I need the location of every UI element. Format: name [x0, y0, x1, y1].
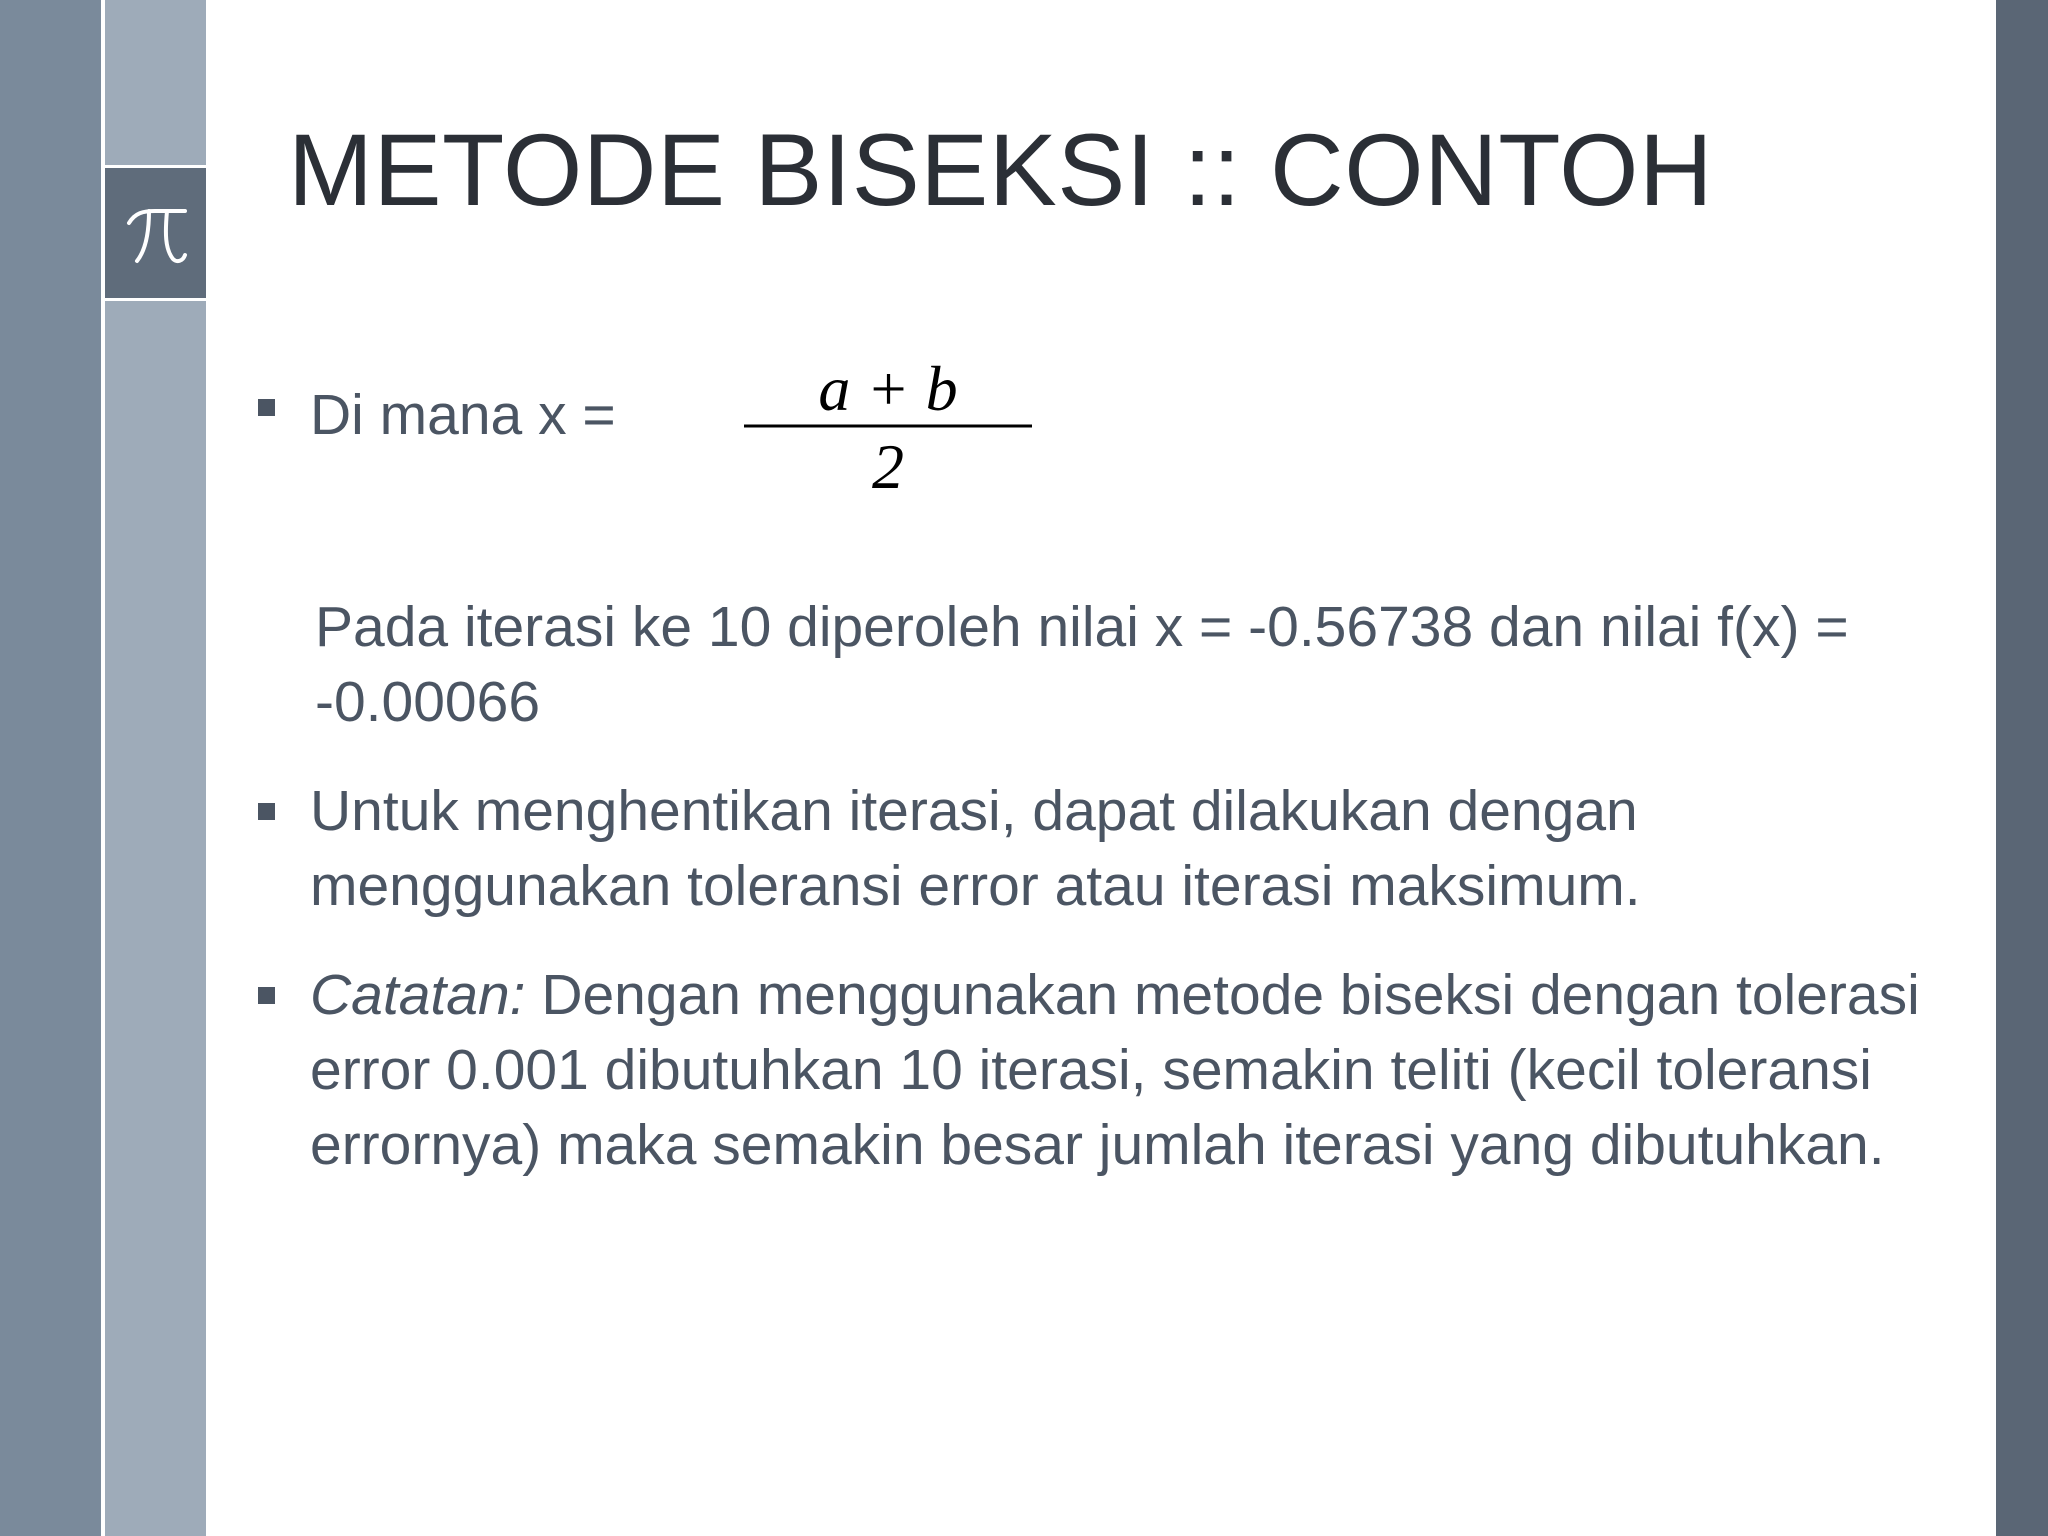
formula-numerator: a + b — [818, 360, 958, 424]
note-bullet — [258, 958, 1958, 1183]
slide-title: METODE BISEKSI :: CONTOH — [288, 113, 1714, 227]
formula-bullet — [258, 360, 1958, 520]
left-decor-band-outer — [0, 0, 101, 1536]
square-bullet-icon — [258, 399, 275, 416]
note-label: Catatan: — [310, 963, 526, 1027]
pi-symbol-icon — [121, 193, 191, 273]
stop-criteria-text: Untuk menghentikan iterasi, dapat dilakukan dengan menggunakan toleransi error atau iterasi maksimum. — [310, 779, 1641, 918]
pi-logo-box — [105, 165, 206, 301]
formula-denominator: 2 — [872, 431, 904, 500]
square-bullet-icon — [258, 803, 275, 820]
fraction-formula — [742, 360, 1034, 500]
right-decor-band — [1996, 0, 2048, 1536]
note-text: Dengan menggunakan metode biseksi dengan tolerasi error 0.001 dibutuhkan 10 iterasi, semakin teliti (kecil toleransi errornya) maka semakin besar jumlah iterasi yang dibutuhkan. — [310, 963, 1920, 1177]
stop-criteria-bullet — [258, 774, 1958, 924]
formula-label: Di mana x = — [310, 383, 616, 447]
square-bullet-icon — [258, 987, 275, 1004]
iteration-result-text: Pada iterasi ke 10 diperoleh nilai x = -0.56738 dan nilai f(x) = -0.00066 — [315, 595, 1849, 734]
slide-content — [258, 360, 1958, 1183]
